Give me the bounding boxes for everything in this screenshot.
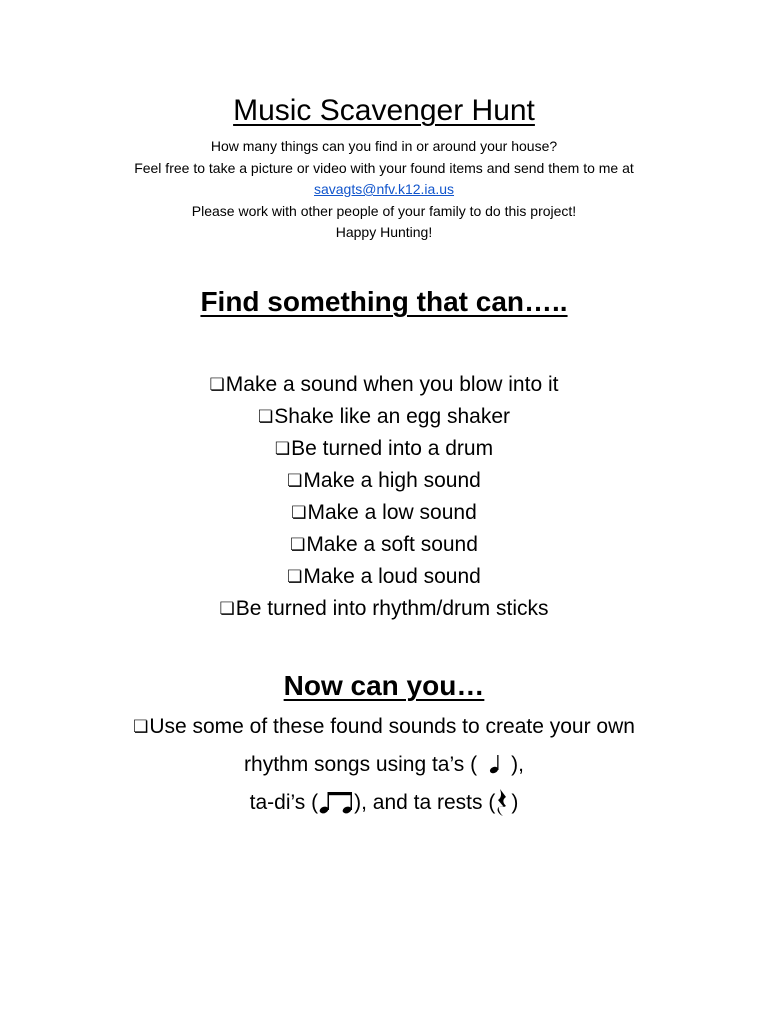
checkbox-icon: ❏	[291, 503, 307, 522]
checkbox-icon: ❏	[133, 717, 149, 736]
checkbox-icon: ❏	[257, 407, 274, 426]
quarter-note-icon	[477, 752, 511, 778]
checklist-item[interactable]: ❏Be turned into rhythm/drum sticks	[0, 593, 768, 625]
checklist-item[interactable]: ❏Make a soft sound	[0, 529, 768, 561]
checklist-item[interactable]: ❏Be turned into a drum	[0, 433, 768, 465]
checkbox-icon: ❏	[274, 439, 291, 458]
find-heading: Find something that can…..	[200, 286, 568, 317]
now-heading: Now can you…	[283, 670, 485, 701]
now-task	[0, 708, 768, 822]
checklist-item[interactable]: ❏Make a high sound	[0, 465, 768, 497]
eighth-note-pair-icon	[318, 789, 354, 817]
checkbox-icon: ❏	[290, 535, 306, 554]
intro-line-2: Feel free to take a picture or video with your found items and send them to me at	[134, 159, 634, 176]
checklist-item[interactable]: ❏Make a low sound	[0, 497, 768, 529]
checkbox-icon: ❏	[287, 471, 303, 490]
now-task-line-1[interactable]: ❏Use some of these found sounds to create your own	[0, 708, 768, 746]
intro-line-4: Happy Hunting!	[335, 224, 433, 240]
now-task-line-3: ta-di’s ( ), and ta rests ( )	[0, 784, 768, 822]
checklist	[0, 369, 768, 625]
checkbox-icon: ❏	[287, 567, 303, 586]
checklist-item[interactable]: ❏Make a sound when you blow into it	[0, 369, 768, 401]
page-title: Music Scavenger Hunt	[233, 94, 535, 127]
intro-line-3: Please work with other people of your family to do this project!	[191, 202, 577, 219]
now-task-line-2: rhythm songs using ta’s ( ),	[0, 746, 768, 784]
checkbox-icon: ❏	[219, 599, 235, 618]
checklist-item[interactable]: ❏Make a loud sound	[0, 561, 768, 593]
quarter-rest-icon	[495, 788, 511, 818]
intro-line-1: How many things can you find in or around your house?	[210, 138, 558, 154]
checkbox-icon: ❏	[209, 375, 225, 394]
email-link[interactable]: savagts@nfv.k12.ia.us	[313, 181, 455, 197]
checklist-item[interactable]: ❏Shake like an egg shaker	[0, 401, 768, 433]
intro-block	[0, 136, 768, 244]
